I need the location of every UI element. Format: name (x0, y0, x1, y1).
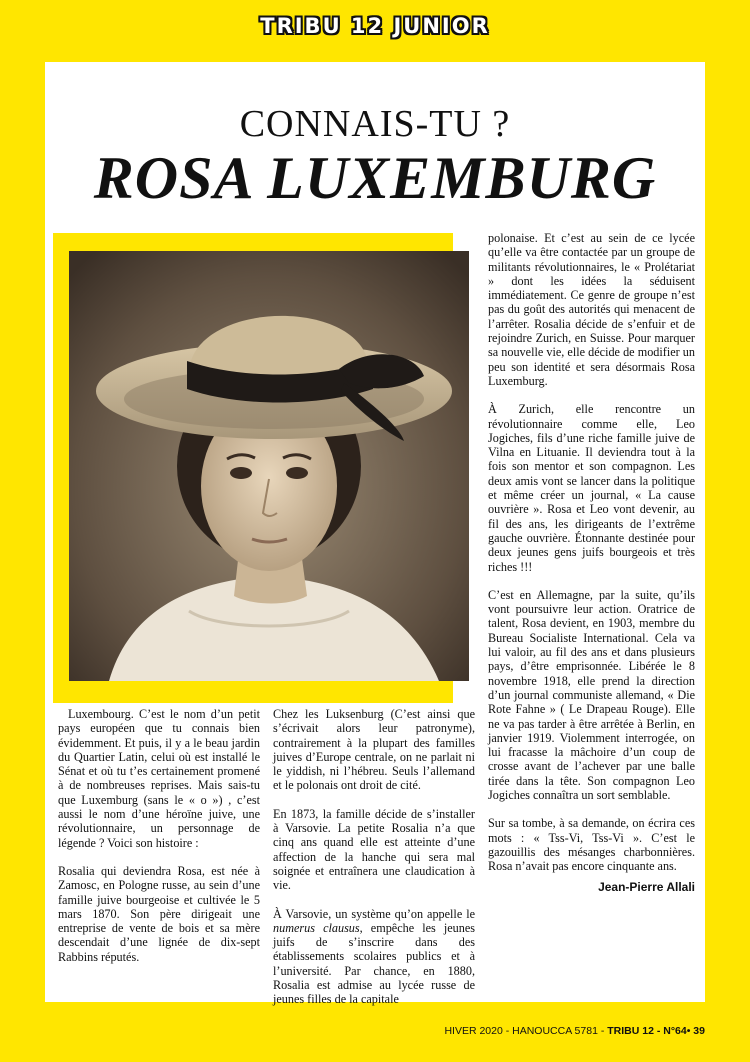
paragraph: C’est en Allemagne, par la suite, qu’ils vont poursuivre leur action. Oratrice de talent, Rosa devient, en 1903, membre du Bureau Socialiste International. Cela va lui valoir, au fil des ans et dans plusieurs pays, d’être emprisonnée. Libérée le 8 novembre 1918, elle prend la direction d’un journal communiste allemand, « Die Rote Fahne » ( Le Drapeau Rouge). Elle ne va pas tarder à être arrêtée à Berlin, en janvier 1919. Violemment interrogée, on lui fracasse la mâchoire d’un coup de crosse avant de l’achever par une balle tirée dans la tête. Son compagnon Leo Jogiches connaîtra un sort semblable. (488, 587, 695, 802)
article-column-3 (488, 231, 695, 873)
author-signature: Jean-Pierre Allali (598, 880, 695, 894)
article-sheet (45, 62, 705, 1007)
paragraph: Sur sa tombe, à sa demande, on écrira ces mots : « Tss-Vi, Tss-Vi ». C’est le gazouillis des mésanges charbonnières. Rosa n’avait pas encore cinquante ans. (488, 816, 695, 874)
paragraph: À Zurich, elle rencontre un révolutionnaire comme elle, Leo Jogiches, fils d’une riche famille juive de Vilna en Lituanie. Il deviendra tout à la fois son mentor et son compagnon. Les deux amis vont se lancer dans la politique et même créer un journal, « La cause ouvrière ». Rosa et Leo vont devenir, au fil des ans, les dirigeants de l’extrême gauche ouvrière. Étonnante destinée pour deux jeunes gens juifs bourgeois et très riches !!! (488, 402, 695, 574)
article-title: ROSA LUXEMBURG (93, 145, 657, 211)
paragraph: Chez les Luksenburg (C’est ainsi que s’écrivait alors leur patronyme), contrairement à la plupart des familles juives d’Europe centrale, on ne parlait ni le yiddish, ni l’hébreu. Seuls l’allemand et le polonais ont droit de cité. (273, 707, 475, 793)
article-kicker: CONNAIS-TU ? (239, 103, 511, 145)
paragraph: Luxembourg. C’est le nom d’un petit pays européen que tu connais bien évidemment. Et puis, il y a le beau jardin du Quartier Latin, celui où est installé le Sénat et où tu t’es certainement promené à de nombreuses reprises. Mais sais-tu que Luxemburg (sans le « o ») , c’est aussi le nom d’une héroïne juive, une révolutionnaire, un personnage de légende ? Voici son histoire : (58, 707, 260, 850)
masthead-title: TRIBU 12 JUNIOR (260, 14, 490, 38)
paragraph: Rosalia qui deviendra Rosa, est née à Zamosc, en Pologne russe, au sein d’une famille juive bourgeoise et cultivée le 5 mars 1870. Son père dirigeait une entreprise de vente de bois et sa mère descendait d’une lignée de dix-sept Rabbins réputés. (58, 863, 260, 964)
paragraph-text: , empêche les jeunes juifs de s’inscrire dans des établissements scolaires publics et à l’université. Par chance, en 1880, Rosalia est admise au lycée russe de jeunes filles de la capitale (273, 920, 475, 1007)
portrait-photo (69, 251, 469, 681)
paragraph-text: À Varsovie, un système qu’on appelle le (273, 906, 475, 921)
footer-magazine: TRIBU 12 - N°64• 39 (607, 1025, 705, 1037)
paragraph: En 1873, la famille décide de s’installer à Varsovie. La petite Rosalia n’a que cinq ans quand elle est atteinte d’une affection de la hanche qui sera mal soignée et entraînera une claudication à vie. (273, 806, 475, 893)
paragraph (273, 907, 475, 1007)
portrait-illustration (69, 251, 469, 681)
emphasis-text: numerus clausus (273, 920, 360, 935)
article-column-1 (58, 707, 260, 964)
footer-issue: HIVER 2020 - HANOUCCA 5781 - (444, 1025, 608, 1037)
article-column-2 (273, 707, 475, 1007)
paragraph: polonaise. Et c’est au sein de ce lycée qu’elle va être contactée par un groupe de militants révolutionnaires, le « Prolétariat » dont les idées la séduisent immédiatement. Ce genre de groupe n’est pas du goût des autorités qui menacent de l’arrêter. Rosalia décide de s’enfuir et de rejoindre Zurich, en Suisse. Pour marquer sa nouvelle vie, elle décide de modifier un peu son identité et sera désormais Rosa Luxemburg. (488, 231, 695, 388)
page-footer (444, 1025, 705, 1037)
